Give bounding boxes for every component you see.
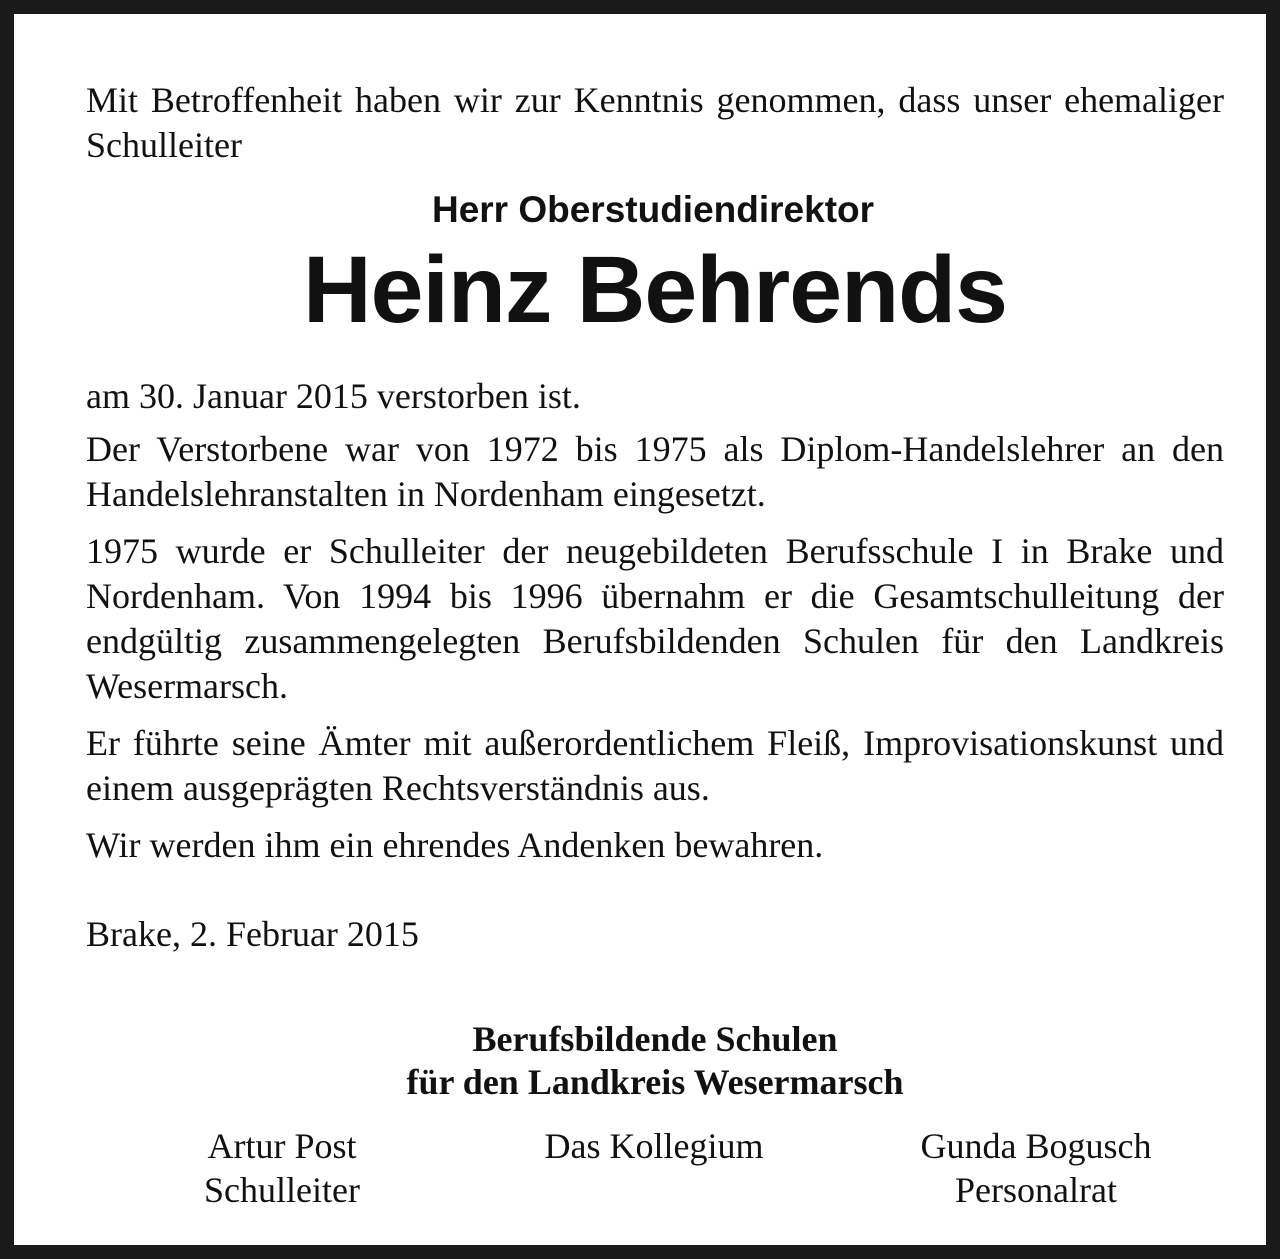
intro-text: Mit Betroffenheit haben wir zur Kenntnis genommen, dass unser ehemaliger Schulleiter <box>86 80 1224 165</box>
notice-content <box>86 78 1224 1220</box>
paragraph-merits: Er führte seine Ämter mit außerordentlichem Fleiß, Improvisationskunst und einem ausgeprägten Rechtsverständnis aus. <box>86 723 1224 808</box>
signer-name: Das Kollegium <box>544 1126 764 1166</box>
signer-name: Artur Post <box>207 1126 357 1166</box>
death-date-text: am 30. Januar 2015 verstorben ist. <box>86 376 581 416</box>
signer-name: Gunda Bogusch <box>920 1126 1152 1166</box>
place-date: Brake, 2. Februar 2015 <box>86 914 419 954</box>
rank-title: Herr Oberstudiendirektor <box>431 189 875 230</box>
signer-principal <box>180 1124 384 1212</box>
signers-row <box>86 1124 1224 1220</box>
signer-staff-council <box>886 1124 1186 1212</box>
paragraph-remembrance: Wir werden ihm ein ehrendes Andenken bewahren. <box>86 825 824 865</box>
signer-staff <box>514 1124 794 1168</box>
organization-line-1: Berufsbildende Schulen <box>472 1019 838 1059</box>
organization-name <box>86 1018 1224 1104</box>
paragraph-headship: 1975 wurde er Schulleiter der neugebildeten Berufsschule I in Brake und Nordenham. Von 1994 bis 1996 übernahm er die Gesamtschulleitung der endgültig zusammengelegten Berufsbildenden Schulen für den Landkreis Wesermarsch. <box>86 531 1224 706</box>
organization-line-2: für den Landkreis Wesermarsch <box>406 1062 904 1102</box>
deceased-name: Heinz Behrends <box>303 237 1007 343</box>
signer-role: Personalrat <box>955 1170 1117 1210</box>
signer-role: Schulleiter <box>204 1170 360 1210</box>
paragraph-career: Der Verstorbene war von 1972 bis 1975 als Diplom-Handelslehrer an den Handelslehranstalten in Nordenham eingesetzt. <box>86 429 1224 514</box>
